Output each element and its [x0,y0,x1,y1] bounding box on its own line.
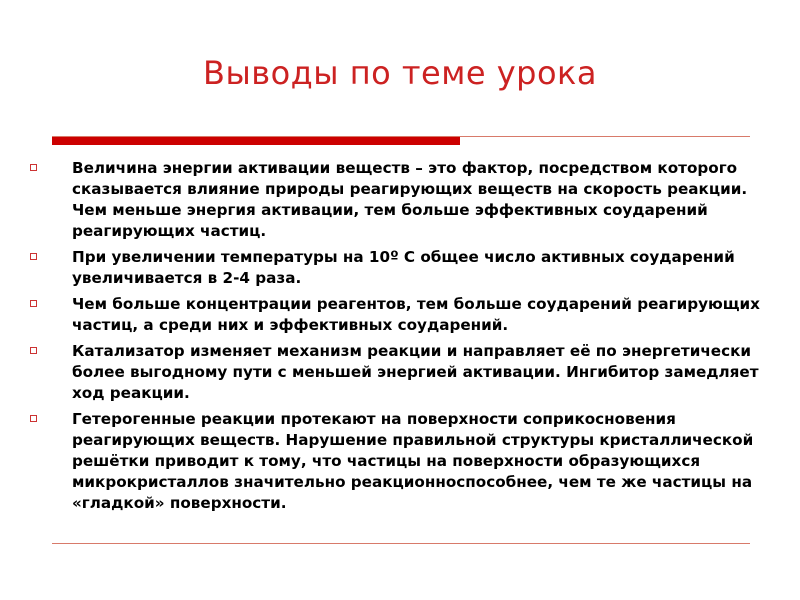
list-item-text: Величина энергии активации веществ – это фактор, посредством которого сказывается влияние природы реагирующих веществ на скорость реакции. Чем меньше энергия активации, тем больше эффективных соударений реагирующих частиц. [72,159,748,240]
title-divider-accent [52,137,460,145]
list-item-text: Чем больше концентрации реагентов, тем больше соударений реагирующих частиц, а среди них и эффективных соударений. [72,295,760,334]
list-item-text: Гетерогенные реакции протекают на поверхности соприкосновения реагирующих веществ. Нарушение правильной структуры кристаллической решётки приводит к тому, что частицы на поверхности образующихся микрокристаллов значительно реакционноспособнее, чем те же частицы на «гладкой» поверхности. [72,410,754,512]
square-bullet-icon [30,164,37,171]
list-item [30,294,775,336]
list-item [30,409,775,514]
list-item-text: Катализатор изменяет механизм реакции и направляет её по энергетически более выгодному пути с меньшей энергией активации. Ингибитор замедляет ход реакции. [72,342,759,402]
footer-divider [52,543,750,544]
square-bullet-icon [30,415,37,422]
slide-title: Выводы по теме урока [203,54,597,92]
list-item [30,158,775,242]
conclusions-list [30,158,775,519]
square-bullet-icon [30,253,37,260]
list-item [30,247,775,289]
square-bullet-icon [30,300,37,307]
square-bullet-icon [30,347,37,354]
list-item-text: При увеличении температуры на 10º С общее число активных соударений увеличивается в 2-4 раза. [72,248,735,287]
list-item [30,341,775,404]
